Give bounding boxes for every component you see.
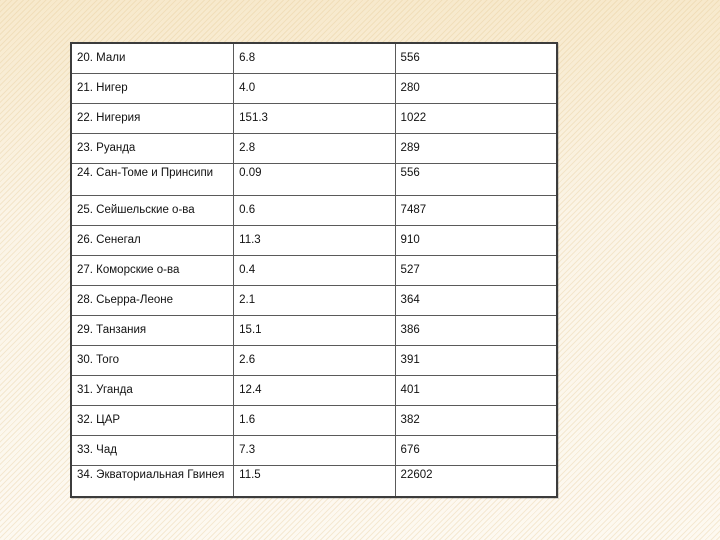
table-row: [71, 375, 557, 405]
country-cell: 25. Сейшельские о-ва: [71, 195, 234, 225]
country-cell: 22. Нигерия: [71, 103, 234, 133]
table-row: [71, 133, 557, 163]
country-cell: 24. Сан-Томе и Принсипи: [71, 163, 234, 195]
countries-table: [70, 42, 558, 498]
table-row: [71, 345, 557, 375]
value-cell: 910: [395, 225, 557, 255]
table-row: [71, 285, 557, 315]
value-cell: 0.09: [234, 163, 395, 195]
value-cell: 289: [395, 133, 557, 163]
value-cell: 151.3: [234, 103, 395, 133]
table-row: [71, 465, 557, 497]
value-cell: 364: [395, 285, 557, 315]
table-row: [71, 435, 557, 465]
value-cell: 2.1: [234, 285, 395, 315]
country-cell: 33. Чад: [71, 435, 234, 465]
value-cell: 4.0: [234, 73, 395, 103]
value-cell: 401: [395, 375, 557, 405]
country-cell: 34. Экваториальная Гвинея: [71, 465, 234, 497]
table-row: [71, 103, 557, 133]
table-row: [71, 405, 557, 435]
table-row: [71, 255, 557, 285]
value-cell: 7.3: [234, 435, 395, 465]
country-cell: 23. Руанда: [71, 133, 234, 163]
value-cell: 6.8: [234, 43, 395, 73]
country-cell: 26. Сенегал: [71, 225, 234, 255]
table-row: [71, 73, 557, 103]
value-cell: 12.4: [234, 375, 395, 405]
country-cell: 20. Мали: [71, 43, 234, 73]
value-cell: 386: [395, 315, 557, 345]
table-row: [71, 163, 557, 195]
value-cell: 0.4: [234, 255, 395, 285]
value-cell: 2.6: [234, 345, 395, 375]
table-row: [71, 43, 557, 73]
value-cell: 11.5: [234, 465, 395, 497]
country-cell: 31. Уганда: [71, 375, 234, 405]
value-cell: 527: [395, 255, 557, 285]
value-cell: 280: [395, 73, 557, 103]
value-cell: 391: [395, 345, 557, 375]
country-cell: 30. Того: [71, 345, 234, 375]
value-cell: 7487: [395, 195, 557, 225]
value-cell: 22602: [395, 465, 557, 497]
table-row: [71, 195, 557, 225]
value-cell: 1022: [395, 103, 557, 133]
country-cell: 28. Сьерра-Леоне: [71, 285, 234, 315]
value-cell: 0.6: [234, 195, 395, 225]
country-cell: 27. Коморские о-ва: [71, 255, 234, 285]
value-cell: 1.6: [234, 405, 395, 435]
value-cell: 556: [395, 163, 557, 195]
table-row: [71, 225, 557, 255]
country-cell: 29. Танзания: [71, 315, 234, 345]
value-cell: 2.8: [234, 133, 395, 163]
value-cell: 676: [395, 435, 557, 465]
country-cell: 32. ЦАР: [71, 405, 234, 435]
value-cell: 382: [395, 405, 557, 435]
value-cell: 11.3: [234, 225, 395, 255]
value-cell: 15.1: [234, 315, 395, 345]
country-cell: 21. Нигер: [71, 73, 234, 103]
table-row: [71, 315, 557, 345]
value-cell: 556: [395, 43, 557, 73]
